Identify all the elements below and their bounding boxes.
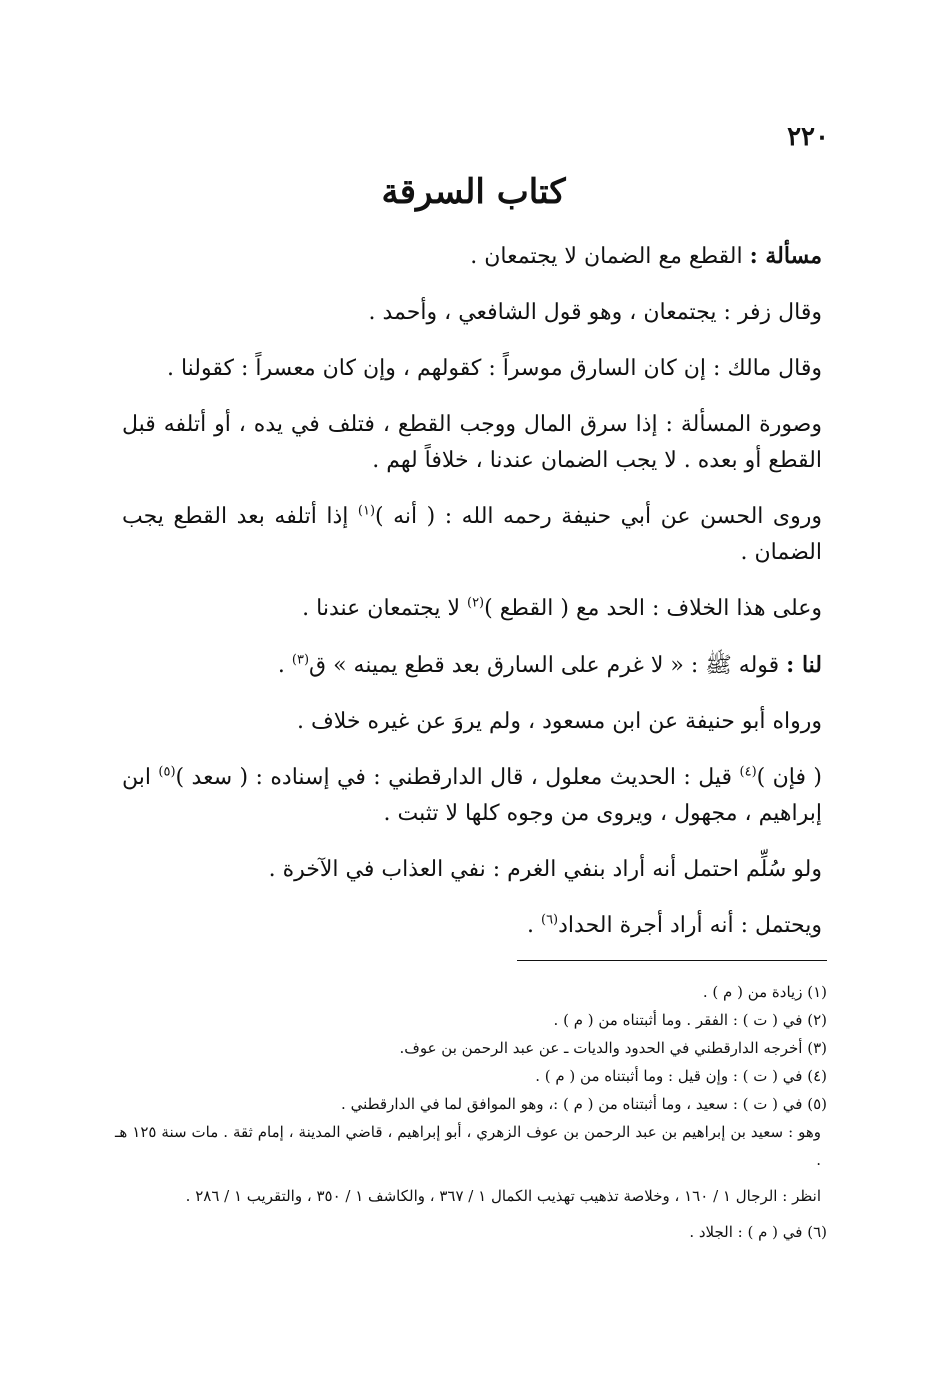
footnote-marker[interactable]: (٢)	[466, 595, 485, 611]
page-number: ٢٢٠	[787, 122, 829, 152]
paragraph-text: وقال مالك : إن كان السارق موسراً : كقولهم ، وإن كان معسراً : كقولنا .	[166, 356, 822, 381]
paragraph-text: وروى الحسن عن أبي حنيفة رحمه الله : ( أنه )	[375, 504, 823, 529]
footnote-marker[interactable]: (٤)	[739, 764, 757, 780]
paragraph-text: .	[277, 653, 292, 678]
paragraph-text: وصورة المسألة : إذا سرق المال ووجب القطع ، فتلف في يده ، أو أتلفه قبل القطع أو بعده . لا يجب الضمان عندنا ، خلافاً لهم .	[122, 412, 822, 473]
paragraph-text: وعلى هذا الخلاف : الحد مع ( القطع )	[484, 596, 822, 621]
paragraph-text: ( فإن )	[756, 765, 823, 790]
paragraph-zufar	[122, 295, 822, 331]
footnote-1: (١) زيادة من ( م ) .	[702, 983, 827, 1001]
paragraph-text: ابن إبراهيم ، مجهول ، ويروى من وجوه كلها لا تثبت .	[122, 765, 822, 826]
paragraph-text: قيل : الحديث معلول ، قال الدارقطني : في إسناده : ( سعد )	[175, 765, 740, 790]
paragraph-text: .	[526, 913, 541, 938]
footnote-3: (٣) أخرجه الدارقطني في الحدود والديات ـ عن عبد الرحمن بن عوف.	[399, 1039, 827, 1057]
footnote-5-bio: وهو : سعيد بن إبراهيم بن عبد الرحمن بن عوف الزهري ، أبو إبراهيم ، قاضي المدينة ، إمام ثقة . مات سنة ١٢٥ هـ .	[115, 1123, 821, 1169]
chapter-title: كتاب السرقة	[381, 172, 566, 212]
paragraph-masala	[122, 238, 822, 275]
paragraph-lead: لنا :	[786, 652, 822, 678]
paragraph-issue-form	[122, 407, 822, 479]
paragraph-text: ويحتمل : أنه أراد أجرة الحداد	[558, 913, 822, 938]
main-text	[122, 238, 822, 964]
footnotes	[115, 978, 827, 1246]
paragraph-alternative	[122, 908, 822, 944]
footnote-2: (٢) في ( ت ) : الفقر . وما أثبتناه من ( م ) .	[553, 1011, 827, 1029]
paragraph-objection	[122, 760, 822, 832]
paragraph-hadd	[122, 591, 822, 627]
footnote-6: (٦) في ( م ) : الجلاد .	[689, 1223, 827, 1241]
paragraph-lead: مسألة :	[749, 243, 822, 269]
paragraph-narration	[122, 704, 822, 740]
paragraph-text: إذا أتلفه بعد القطع يجب الضمان .	[122, 504, 822, 565]
footnote-marker[interactable]: (٥)	[158, 764, 176, 780]
paragraph-text: القطع مع الضمان لا يجتمعان .	[470, 244, 750, 269]
footnote-5: (٥) في ( ت ) : سعيد ، وما أثبتناه من ( م ) :، وهو الموافق لما في الدارقطني .	[341, 1095, 827, 1113]
paragraph-text: قوله ﷺ : « لا غرم على السارق بعد قطع يمينه » ق	[309, 653, 787, 678]
paragraph-malik	[122, 351, 822, 387]
paragraph-text: لا يجتمعان عندنا .	[302, 596, 467, 621]
paragraph-text: ورواه أبو حنيفة عن ابن مسعود ، ولم يروَ عن غيره خلاف .	[296, 709, 822, 734]
footnote-divider	[517, 960, 827, 961]
footnote-marker[interactable]: (٦)	[540, 912, 559, 928]
footnote-4: (٤) في ( ت ) : وإن قيل : وما أثبتناه من ( م ) .	[535, 1067, 827, 1085]
paragraph-interpretation	[122, 852, 822, 888]
paragraph-hasan-narration	[122, 499, 822, 571]
paragraph-text: وقال زفر : يجتمعان ، وهو قول الشافعي ، وأحمد .	[368, 300, 822, 325]
footnote-5-references: انظر : الرجال ١ / ١٦٠ ، وخلاصة تذهيب تهذيب الكمال ١ / ٣٦٧ ، والكاشف ١ / ٣٥٠ ، والتقريب ١ / ٢٨٦ .	[185, 1187, 821, 1205]
footnote-marker[interactable]: (١)	[357, 503, 376, 519]
paragraph-text: ولو سُلِّم احتمل أنه أراد بنفي الغرم : نفي العذاب في الآخرة .	[268, 857, 822, 882]
paragraph-evidence	[122, 647, 822, 684]
footnote-marker[interactable]: (٣)	[291, 652, 310, 668]
